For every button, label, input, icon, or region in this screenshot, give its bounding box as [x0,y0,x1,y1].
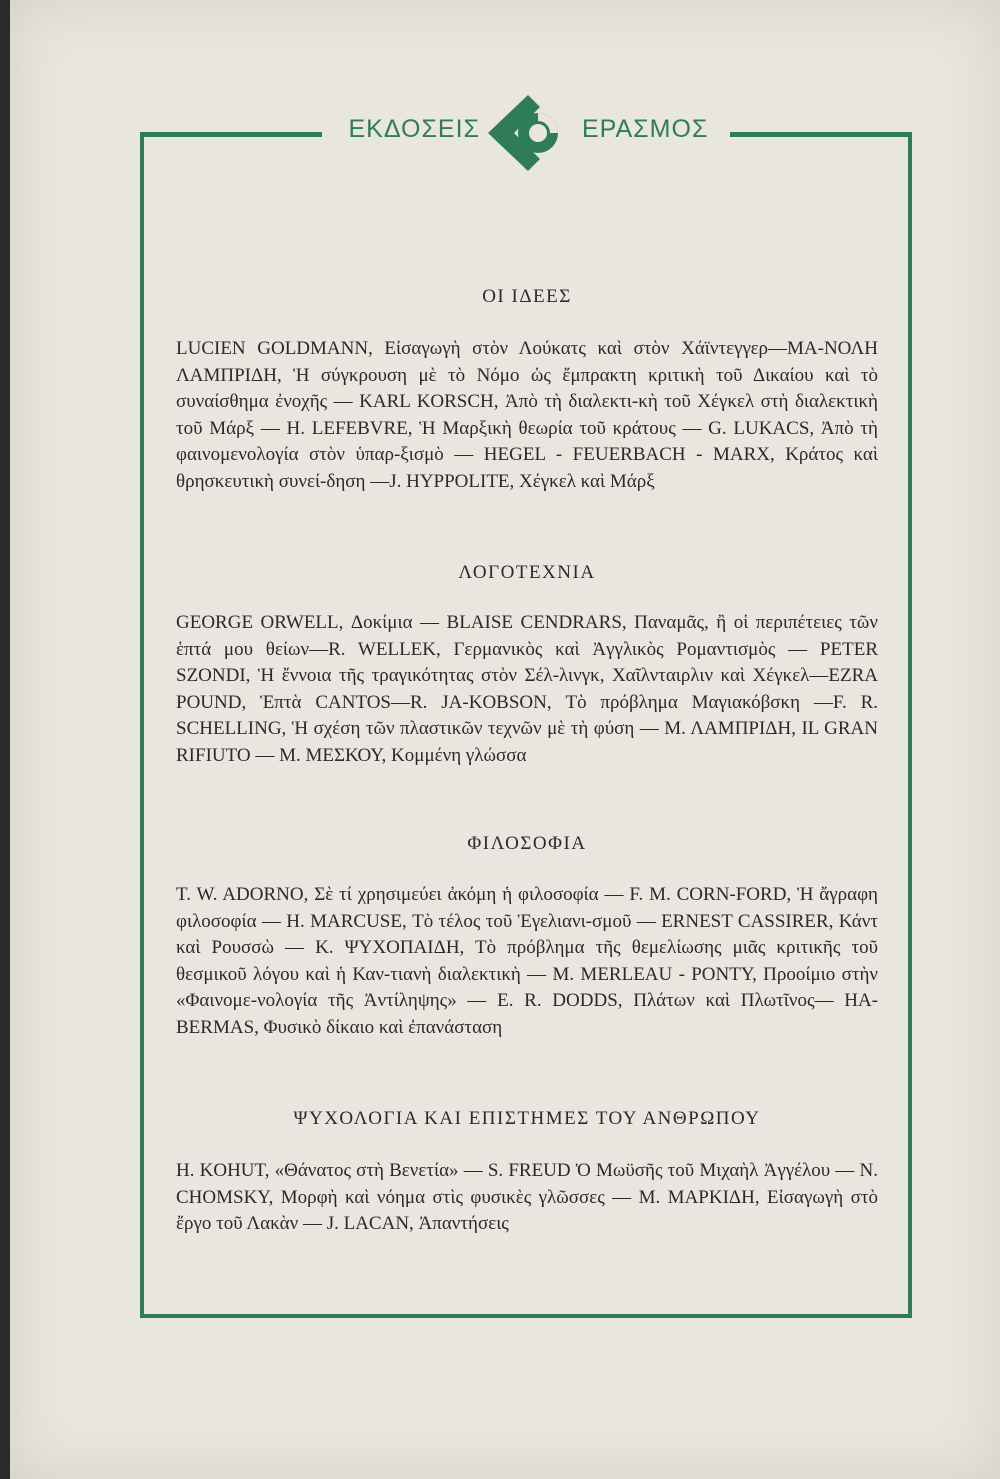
section-body-philosophy: T. W. ADORNO, Σὲ τί χρησιμεύει ἀκόμη ἡ φιλοσοφία — F. M. CORN-FORD, Ἡ ἄγραφη φιλοσοφία — H. MARCUSE, Τὸ τέλος τοῦ Ἑγελιανι-σμοῦ — ERNEST CASSIRER, Κάντ καὶ Ρουσσὼ — Κ. ΨΥΧΟΠΑΙΔΗ, Τὸ πρόβλημα τῆς θεμελίωσης μιᾶς κριτικῆς τοῦ θεσμικοῦ λόγου καὶ ἡ Καν-τιανὴ διαλεκτικὴ — M. MERLEAU - PONTY, Προοίμιο στὴν «Φαινομε-νολογία τῆς Ἀντίληψης» — E. R. DODDS, Πλάτων καὶ Πλωτῖνος— HA-BERMAS, Φυσικὸ δίκαιο καὶ ἐπανάσταση [176,884,878,1038]
publisher-logo-icon [480,93,576,173]
section-body-literature: GEORGE ORWELL, Δοκίμια — BLAISE CENDRARS, Παναμᾶς, ἢ οἱ περιπέτειες τῶν ἑπτά μου θείων—R. WELLEK, Γερμανικὸς καὶ Ἀγγλικὸς Ρομαντισμὸς — PETER SZONDI, Ἡ ἔννοια τῆς τραγικότητας στὸν Σέλ-λινγκ, Χαῖλνταιρλιν καὶ Χέγκελ—EZRA POUND, Ἑπτὰ CANTOS—R. JA-KOBSON, Τὸ πρόβλημα Μαγιακόβσκη —F. R. SCHELLING, Ἡ σχέση τῶν πλαστικῶν τεχνῶν μὲ τὴ φύση — Μ. ΛΑΜΠΡΙΔΗ, IL GRAN RIFIUTO — Μ. ΜΕΣΚΟΥ, Κομμένη γλώσσα [176,612,878,766]
section-title-literature: ΛΟΓΟΤΕΧΝΙΑ [458,562,596,583]
section-title-philosophy: ΦΙΛΟΣΟΦΙΑ [467,833,587,854]
section-title-ideas: ΟΙ ΙΔΕΕΣ [482,286,572,307]
publisher-name-right: ΕΡΑΣΜΟΣ [582,115,709,143]
section-body-ideas: LUCIEN GOLDMANN, Εἰσαγωγὴ στὸν Λούκατς καὶ στὸν Χάϊντεγγερ—ΜΑ-ΝΟΛΗ ΛΑΜΠΡΙΔΗ, Ἡ σύγκρουση μὲ τὸ Νόμο ὡς ἔμπρακτη κριτικὴ τοῦ Δικαίου καὶ τὸ συναίσθημα ἐνοχῆς — KARL KORSCH, Ἀπὸ τὴ διαλεκτι-κὴ τοῦ Χέγκελ στὴ διαλεκτικὴ τοῦ Μάρξ — H. LEFEBVRE, Ἡ Μαρξικὴ θεωρία τοῦ κράτους — G. LUKACS, Ἀπὸ τὴ φαινομενολογία στὸν ὑπαρ-ξισμὸ — HEGEL - FEUERBACH - MARX, Κράτος καὶ θρησκευτικὴ συνεί-δηση —J. HYPPOLITE, Χέγκελ καὶ Μάρξ [176,338,878,492]
section-title-psychology: ΨΥΧΟΛΟΓΙΑ ΚΑΙ ΕΠΙΣΤΗΜΕΣ ΤΟΥ ΑΝΘΡΩΠΟΥ [293,1108,761,1129]
section-body-psychology: H. KOHUT, «Θάνατος στὴ Βενετία» — S. FREUD Ὁ Μωϋσῆς τοῦ Μιχαὴλ Ἀγγέλου — N. CHOMSKY, Μορφὴ καὶ νόημα στὶς φυσικὲς γλῶσσες — Μ. ΜΑΡΚΙΔΗ, Εἰσαγωγὴ στὸ ἔργο τοῦ Λακὰν — J. LACAN, Ἀπαντήσεις [176,1160,878,1234]
publisher-name-left: ΕΚΔΟΣΕΙΣ [348,115,480,143]
